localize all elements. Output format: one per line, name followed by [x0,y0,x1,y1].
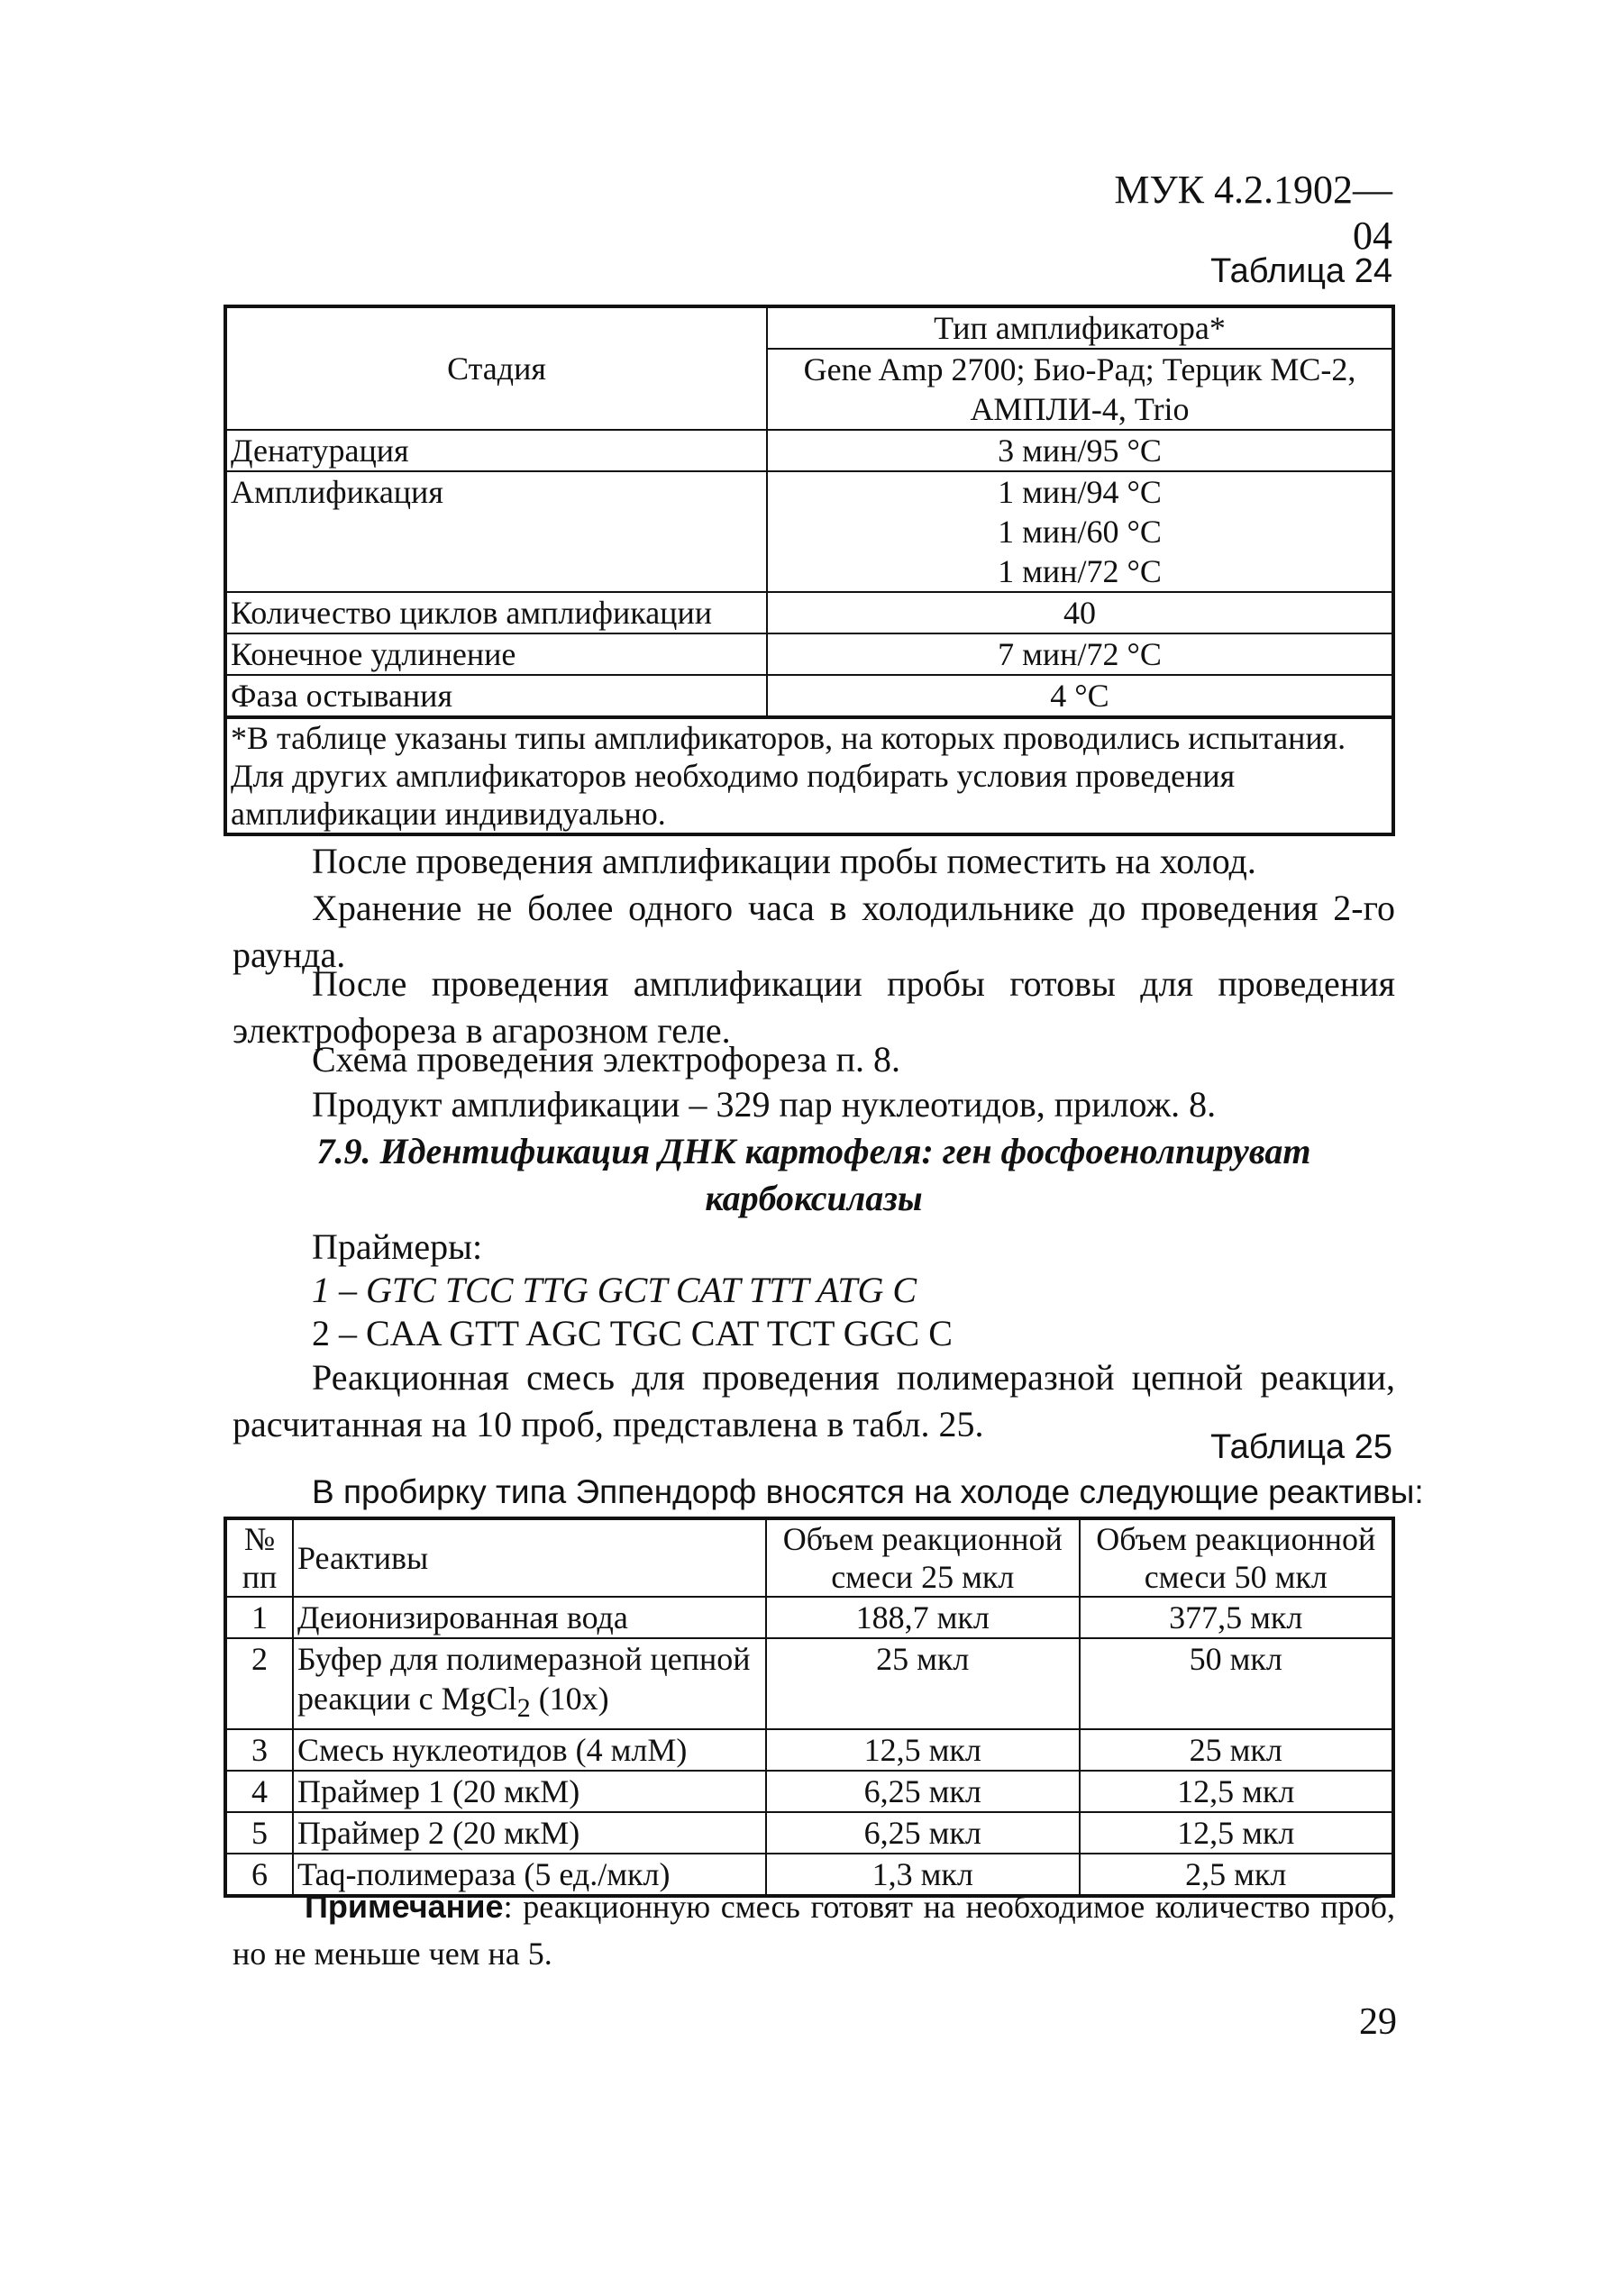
volume-25-cell: 188,7 мкл [766,1597,1080,1638]
table-row [225,430,1393,471]
value-cell: 7 мин/72 °С [767,633,1393,675]
stage-cell: Денатурация [225,430,767,471]
reagent-cell: Деионизированная вода [293,1597,766,1638]
paragraph: Схема проведения электрофореза п. 8. [312,1039,900,1080]
reagent-cell [293,1638,766,1729]
column-header-number: № пп [225,1518,293,1597]
volume-25-cell: 25 мкл [766,1638,1080,1729]
paragraph: После проведения амплификации пробы готовы для проведения электрофореза в агарозном геле. [233,963,1395,1051]
table-row [225,471,1393,592]
volume-25-cell: 6,25 мкл [766,1812,1080,1854]
section-title-line-1: 7.9. Идентификация ДНК картофеля: ген фосфоенолпируват [316,1131,1311,1171]
row-number: 1 [225,1597,293,1638]
table-24-caption: Таблица 24 [1210,252,1392,290]
table-row [225,675,1393,717]
table-row [225,1729,1393,1771]
table-row [225,1638,1393,1729]
volume-50-cell: 12,5 мкл [1080,1812,1394,1854]
table-25-intro: В пробирку типа Эппендорф вносятся на холоде следующие реактивы: [312,1473,1424,1510]
volume-50-cell: 50 мкл [1080,1638,1394,1729]
volume-25-cell: 1,3 мкл [766,1854,1080,1896]
table-row [225,1771,1393,1812]
stage-cell: Фаза остывания [225,675,767,717]
note-text: : реакционную смесь готовят на необходимое количество проб, но не меньше чем на 5. [233,1889,1395,1972]
value-cell: 1 мин/94 °С 1 мин/60 °С 1 мин/72 °С [767,471,1393,592]
paragraph: После проведения амплификации пробы поместить на холод. [312,841,1256,881]
paragraph: Реакционная смесь для проведения полимеразной цепной реакции, расчитанная на 10 проб, представлена в табл. 25. [233,1357,1395,1444]
volume-50-cell: 25 мкл [1080,1729,1394,1771]
column-header-volume-25: Объем реакционной смеси 25 мкл [766,1518,1080,1597]
row-number: 4 [225,1771,293,1812]
table-row [225,1597,1393,1638]
value-cell: 4 °С [767,675,1393,717]
value-cell: 3 мин/95 °С [767,430,1393,471]
reagent-cell: Праймер 1 (20 мкМ) [293,1771,766,1812]
volume-25-cell: 6,25 мкл [766,1771,1080,1812]
document-code: МУК 4.2.1902—04 [1114,168,1392,258]
reagent-text-tail: (10х) [530,1681,609,1717]
table-row [225,633,1393,675]
column-header-volume-50: Объем реакционной смеси 50 мкл [1080,1518,1394,1597]
row-number: 5 [225,1812,293,1854]
paragraph: Хранение не более одного часа в холодильнике до проведения 2-го раунда. [233,888,1395,975]
note [233,1883,1395,1977]
stage-cell: Конечное удлинение [225,633,767,675]
reagent-text: Буфер для полимеразной цепной реакции с MgCl [297,1641,751,1717]
volume-50-cell: 377,5 мкл [1080,1597,1394,1638]
primers-label: Праймеры: [312,1226,483,1267]
reagent-subscript: 2 [516,1693,531,1724]
page-number: 29 [1359,2001,1397,2043]
table-row [225,592,1393,633]
column-header-amplifier-type: Тип амплификатора* [767,306,1393,349]
primer-2: 2 – CAA GTT AGC TGC CAT TCT GGC C [312,1313,953,1353]
reagent-cell: Смесь нуклеотидов (4 млМ) [293,1729,766,1771]
table-24 [224,305,1395,836]
section-title-line-2: карбоксилазы [705,1178,923,1218]
volume-50-cell: 12,5 мкл [1080,1771,1394,1812]
stage-cell: Амплификация [225,471,767,592]
section-title [233,1128,1395,1222]
table-row [225,1812,1393,1854]
column-header-stage: Стадия [225,306,767,430]
stage-cell: Количество циклов амплификации [225,592,767,633]
table-25-caption: Таблица 25 [1210,1428,1392,1466]
primer-1: 1 – GTC TCC TTG GCT CAT TTT ATG C [312,1270,917,1310]
row-number: 6 [225,1854,293,1896]
row-number: 3 [225,1729,293,1771]
paragraph: Продукт амплификации – 329 пар нуклеотидов, прилож. 8. [312,1084,1217,1125]
column-header-amplifier-models: Gene Amp 2700; Био-Рад; Терцик МС-2, АМПЛИ-4, Trio [767,349,1393,430]
note-label: Примечание [305,1888,504,1925]
table-24-footnote: *В таблице указаны типы амплификаторов, на которых проводились испытания. Для других амплификаторов необходимо подбирать условия проведения амплификации индивидуально. [225,717,1393,834]
reagent-cell: Taq-полимераза (5 ед./мкл) [293,1854,766,1896]
volume-50-cell: 2,5 мкл [1080,1854,1394,1896]
value-cell: 40 [767,592,1393,633]
volume-25-cell: 12,5 мкл [766,1729,1080,1771]
reagent-cell: Праймер 2 (20 мкМ) [293,1812,766,1854]
column-header-reagents: Реактивы [293,1518,766,1597]
row-number: 2 [225,1638,293,1729]
table-25 [224,1517,1395,1898]
